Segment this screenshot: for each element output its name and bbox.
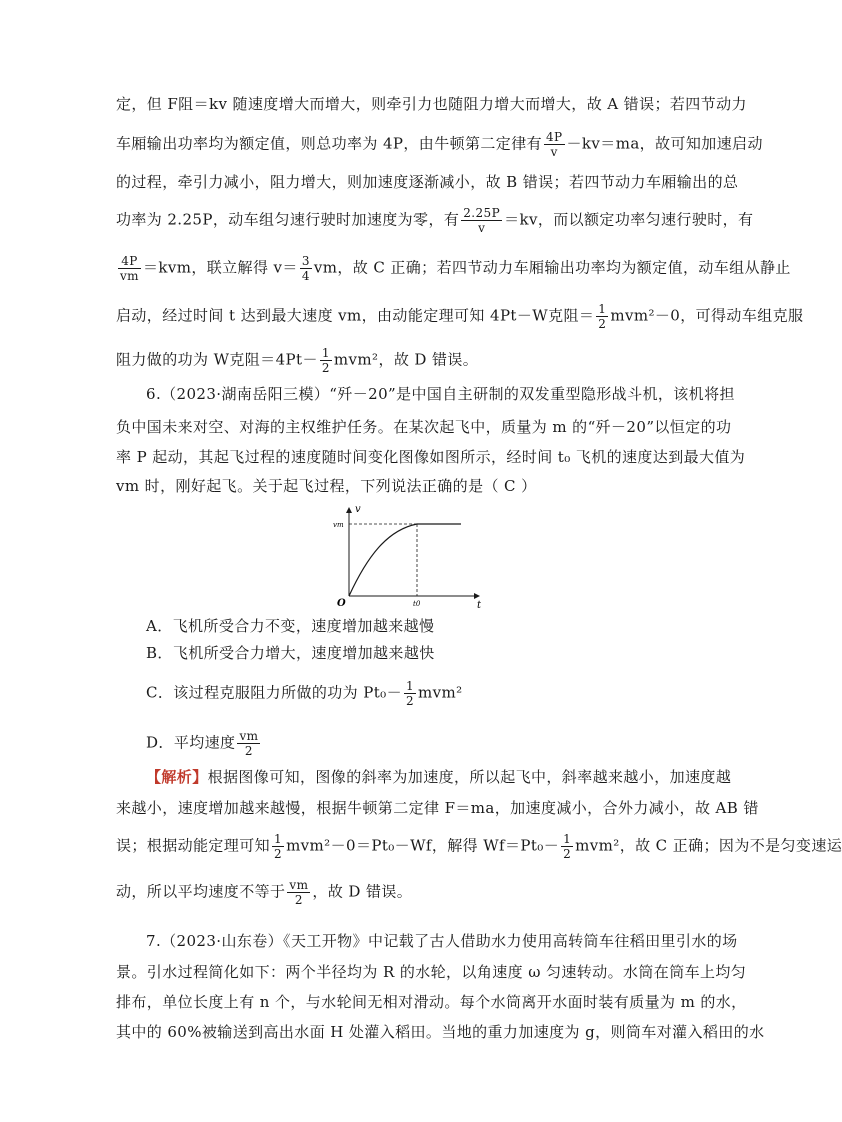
question-7-line-2: 景。引水过程简化如下：两个半径均为 R 的水轮，以角速度 ω 匀速转动。水筒在筒车上均匀 <box>116 963 747 981</box>
solution-line-7: 阻力做的功为 W克阻＝4Pt－ $\frac{1}{2}$ mvm²，故 D 错误。 <box>116 346 479 375</box>
solution-line-6: 启动，经过时间 t 达到最大速度 vm，由动能定理可知 4Pt－W克阻＝ $\frac{1}{2}$ mvm²－0，可得动车组克服 <box>116 302 804 331</box>
question-6-line-4: vm 时，刚好起飞。关于起飞过程，下列说法正确的是（ C ） <box>116 477 537 495</box>
analysis-line-2: 来越小，速度增加越来越慢，根据牛顿第二定律 F＝ma，加速度减小，合外力减小，故 AB 错 <box>116 799 759 817</box>
fraction: $\frac{4P}{v}$ <box>546 130 563 159</box>
analysis-tag: 【解析】 <box>146 768 208 786</box>
fraction: $\frac{2.25P}{v}$ <box>463 206 501 235</box>
solution-line-5: $\frac{4P}{vm}$ ＝kvm，联立解得 v＝ $\frac{3}{4}$ vm，故 C 正确；若四节动力车厢输出功率均为额定值，动车组从静止 <box>120 254 791 283</box>
question-6-line-3: 率 P 起动，其起飞过程的速度随时间变化图像如图所示，经时间 t₀ 飞机的速度达到最大值为 <box>116 448 746 466</box>
fraction: $\frac{1}{2}$ <box>405 679 415 708</box>
origin-label: O <box>337 598 346 609</box>
vm-label: vm <box>333 521 344 529</box>
question-7-line-3: 排布，单位长度上有 n 个，与水轮间无相对滑动。每个水筒离开水面时装有质量为 m 的水， <box>116 993 747 1011</box>
option-b: B．飞机所受合力增大，速度增加越来越快 <box>146 644 435 662</box>
velocity-time-graph <box>327 502 497 612</box>
question-7-line-4: 其中的 60%被输送到高出水面 H 处灌入稻田。当地的重力加速度为 g，则筒车对灌入稻田的水 <box>116 1023 765 1041</box>
fraction: $\frac{vm}{2}$ <box>239 729 259 758</box>
fraction: $\frac{1}{2}$ <box>598 302 607 331</box>
analysis-line-3: 误；根据动能定理可知 $\frac{1}{2}$ mvm²－0＝Pt₀－Wf，解得 Wf＝Pt₀－ $\frac{1}{2}$ mvm²，故 C 正确；因为不是匀变速运 <box>116 832 842 861</box>
y-axis-label: v <box>355 504 361 515</box>
fraction: $\frac{vm}{2}$ <box>289 878 309 907</box>
analysis-line-1: 【解析】根据图像可知，图像的斜率为加速度，所以起飞中，斜率越来越小，加速度越 <box>146 768 732 786</box>
question-6-line-1: 6.（2023·湖南岳阳三模）“歼－20”是中国自主研制的双发重型隐形战斗机，该机将担 <box>146 385 735 403</box>
option-d: D．平均速度 $\frac{vm}{2}$ <box>146 729 259 758</box>
fraction: $\frac{3}{4}$ <box>301 254 310 283</box>
velocity-curve <box>349 524 461 596</box>
option-c: C．该过程克服阻力所做的功为 Pt₀－ $\frac{1}{2}$ mvm² <box>146 679 463 708</box>
option-a: A．飞机所受合力不变，速度增加越来越慢 <box>146 617 435 635</box>
fraction: $\frac{4P}{vm}$ <box>120 254 139 283</box>
analysis-line-4: 动，所以平均速度不等于 $\frac{vm}{2}$ ，故 D 错误。 <box>116 878 413 907</box>
t0-label: t0 <box>413 600 421 608</box>
question-7-line-1: 7.（2023·山东卷）《天工开物》中记载了古人借助水力使用高转筒车往稻田里引水的场 <box>146 932 738 950</box>
fraction: $\frac{1}{2}$ <box>274 832 283 861</box>
solution-line-2: 车厢输出功率均为额定值，则总功率为 4P，由牛顿第二定律有 $\frac{4P}{v}$ －kv＝ma，故可知加速启动 <box>116 130 763 159</box>
question-6-line-2: 负中国未来对空、对海的主权维护任务。在某次起飞中，质量为 m 的“歼－20”以恒定的功 <box>116 418 732 436</box>
solution-line-1: 定，但 F阻＝kv 随速度增大而增大，则牵引力也随阻力增大而增大，故 A 错误；若四节动力 <box>116 95 747 113</box>
fraction: $\frac{1}{2}$ <box>563 832 572 861</box>
solution-line-3: 的过程，牵引力减小，阻力增大，则加速度逐渐减小，故 B 错误；若四节动力车厢输出的总 <box>116 173 739 191</box>
x-axis-label: t <box>477 600 482 611</box>
fraction: $\frac{1}{2}$ <box>321 346 330 375</box>
solution-line-4: 功率为 2.25P，动车组匀速行驶时加速度为零，有 $\frac{2.25P}{v}$ ＝kv，而以额定功率匀速行驶时，有 <box>116 206 754 235</box>
